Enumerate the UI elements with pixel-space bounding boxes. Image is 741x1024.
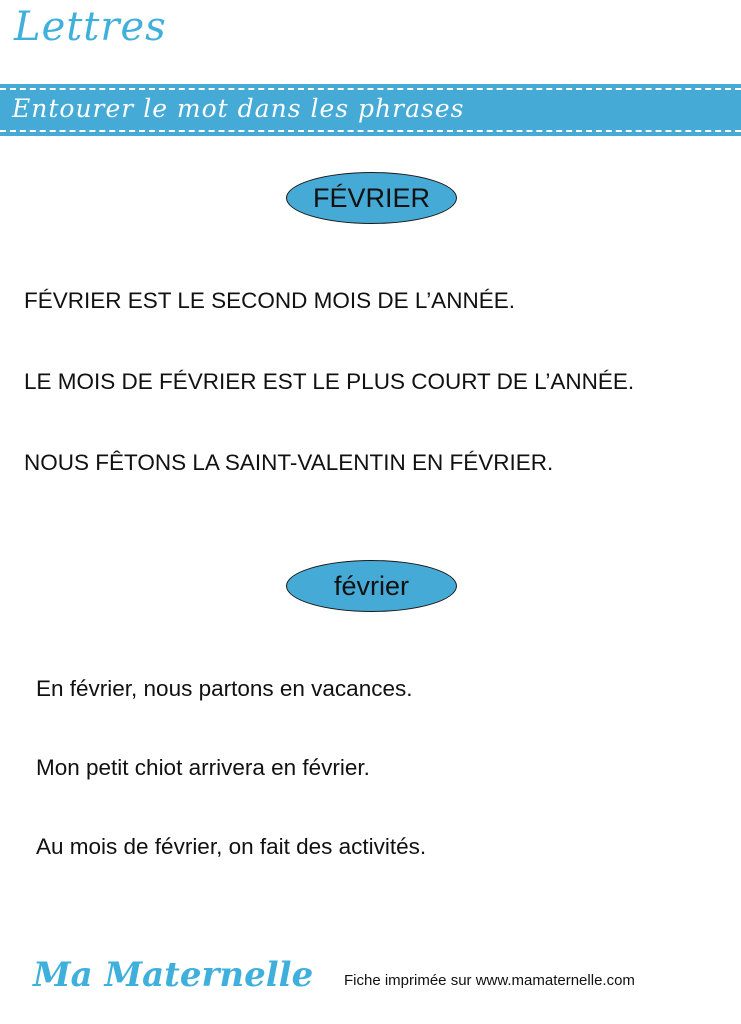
sentence-lowercase-3: Au mois de février, on fait des activités. xyxy=(36,834,427,859)
banner-top-dashes xyxy=(0,88,741,90)
sentence-lowercase-1: En février, nous partons en vacances. xyxy=(36,676,413,701)
banner-bottom-dashes xyxy=(0,130,741,132)
page-title: Lettres xyxy=(14,4,167,50)
target-word-lowercase: février xyxy=(286,560,457,612)
sentence-uppercase-3: NOUS FÊTONS LA SAINT-VALENTIN EN FÉVRIER. xyxy=(24,450,554,475)
sentence-lowercase-2: Mon petit chiot arrivera en février. xyxy=(36,755,370,780)
site-logo: Ma Maternelle xyxy=(33,955,314,995)
instruction-banner xyxy=(0,84,741,136)
sentence-uppercase-2: LE MOIS DE FÉVRIER EST LE PLUS COURT DE L’ANNÉE. xyxy=(24,369,635,394)
footer-note: Fiche imprimée sur www.mamaternelle.com xyxy=(344,972,635,989)
sentence-uppercase-1: FÉVRIER EST LE SECOND MOIS DE L’ANNÉE. xyxy=(24,288,515,313)
instruction-text: Entourer le mot dans les phrases xyxy=(12,94,465,123)
target-word-uppercase: FÉVRIER xyxy=(286,172,457,224)
